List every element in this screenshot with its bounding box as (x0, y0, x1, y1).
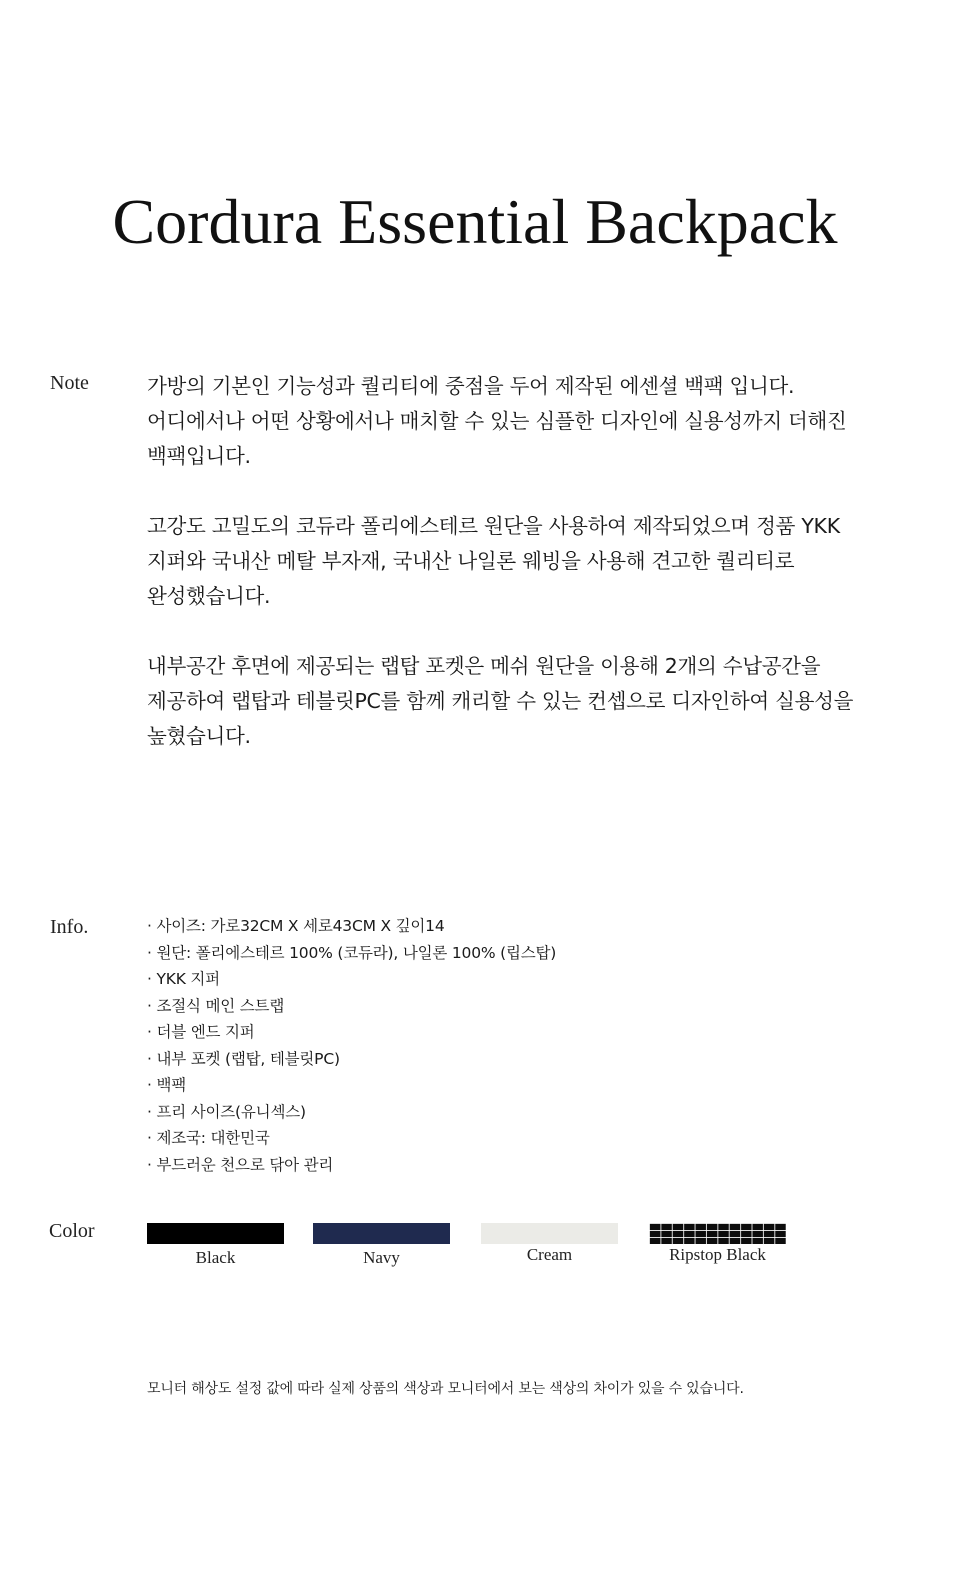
info-item-double-zipper: · 더블 엔드 지퍼 (147, 1019, 556, 1046)
info-item-type: · 백팩 (147, 1072, 556, 1099)
product-title: Cordura Essential Backpack (112, 186, 838, 257)
color-label: Color (49, 1220, 95, 1242)
swatch-chip-black[interactable] (147, 1223, 284, 1244)
info-item-strap: · 조절식 메인 스트랩 (147, 993, 556, 1020)
color-disclaimer: 모니터 해상도 설정 값에 따라 실제 상품의 색상과 모니터에서 보는 색상의 차이가 있을 수 있습니다. (147, 1381, 744, 1397)
color-swatches (0, 1223, 960, 1283)
info-item-origin: · 제조국: 대한민국 (147, 1125, 556, 1152)
info-item-free-size: · 프리 사이즈(유니섹스) (147, 1099, 556, 1126)
swatch-ripstop-black[interactable] (649, 1223, 786, 1265)
info-item-zipper: · YKK 지퍼 (147, 966, 556, 993)
info-item-size: · 사이즈: 가로32CM X 세로43CM X 깊이14 (147, 913, 556, 940)
swatch-name-navy: Navy (363, 1248, 400, 1267)
info-list (147, 913, 556, 1178)
swatch-cream[interactable] (481, 1223, 618, 1265)
swatch-name-black: Black (195, 1248, 236, 1267)
swatch-name-cream: Cream (526, 1245, 573, 1264)
swatch-chip-cream[interactable] (481, 1223, 618, 1244)
info-label: Info. (50, 916, 89, 938)
swatch-black[interactable] (147, 1223, 284, 1268)
note-paragraph-1: 가방의 기본인 기능성과 퀄리티에 중점을 두어 제작된 에센셜 백팩 입니다. 어디에서나 어떤 상황에서나 매치할 수 있는 심플한 디자인에 실용성까지 더해진 백팩입니다. (147, 374, 847, 468)
swatch-name-ripstop-black: Ripstop Black (669, 1245, 766, 1264)
note-label: Note (50, 372, 89, 394)
swatch-chip-ripstop-black[interactable] (649, 1223, 786, 1244)
info-item-inner-pocket: · 내부 포켓 (랩탑, 테블릿PC) (147, 1046, 556, 1073)
info-item-fabric: · 원단: 폴리에스테르 100% (코듀라), 나일론 100% (립스탑) (147, 940, 556, 967)
note-paragraph-3: 내부공간 후면에 제공되는 랩탑 포켓은 메쉬 원단을 이용해 2개의 수납공간을 제공하여 랩탑과 테블릿PC를 함께 캐리할 수 있는 컨셉으로 디자인하여 실용성을 높혔습니다. (147, 654, 854, 748)
note-body (147, 369, 877, 789)
swatch-navy[interactable] (313, 1223, 450, 1268)
info-item-care: · 부드러운 천으로 닦아 관리 (147, 1152, 556, 1179)
swatch-chip-navy[interactable] (313, 1223, 450, 1244)
note-paragraph-2: 고강도 고밀도의 코듀라 폴리에스테르 원단을 사용하여 제작되었으며 정품 YKK 지퍼와 국내산 메탈 부자재, 국내산 나일론 웨빙을 사용해 견고한 퀄리티로 완성했습니다. (147, 514, 840, 608)
